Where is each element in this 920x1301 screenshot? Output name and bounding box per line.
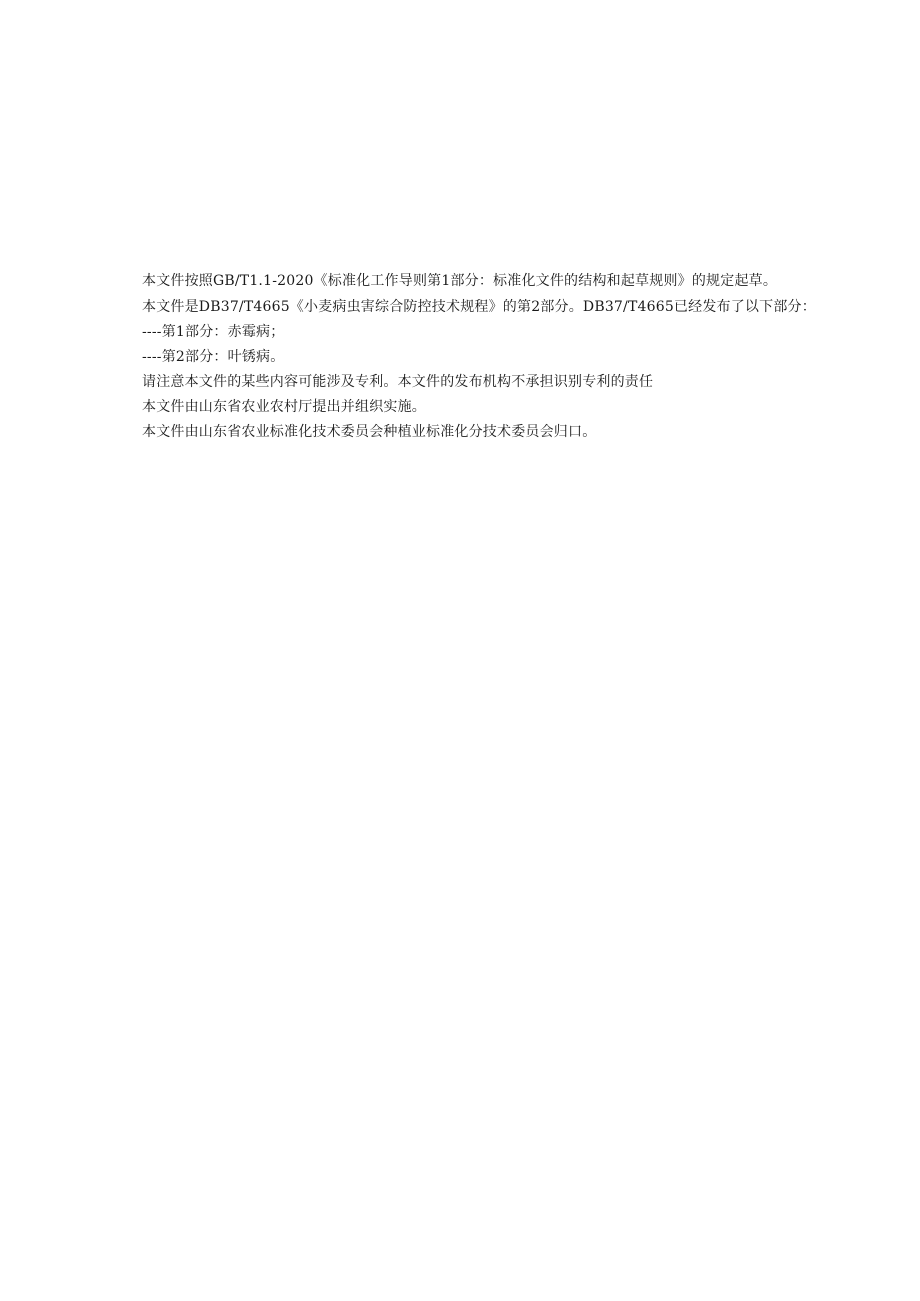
list-item-part-2: ----第2部分：叶锈病。 [142, 349, 285, 365]
paragraph-patent-notice: 请注意本文件的某些内容可能涉及专利。本文件的发布机构不承担识别专利的责任 [142, 374, 654, 390]
list-item-part-1: ----第1部分：赤霉病； [142, 324, 285, 340]
foreword-body [110, 268, 825, 445]
paragraph-proposer: 本文件由山东省农业农村厅提出并组织实施。 [142, 399, 426, 415]
paragraph-technical-committee: 本文件由山东省农业标准化技术委员会种植业标准化分技术委员会归口。 [142, 424, 597, 440]
paragraph-drafting-rules: 本文件按照GB/T1.1-2020《标准化工作导则第1部分：标准化文件的结构和起草规则》的规定起草。 [142, 273, 778, 289]
paragraph-series-parts: 本文件是DB37/T4665《小麦病虫害综合防控技术规程》的第2部分。DB37/T4665已经发布了以下部分： [142, 299, 816, 315]
